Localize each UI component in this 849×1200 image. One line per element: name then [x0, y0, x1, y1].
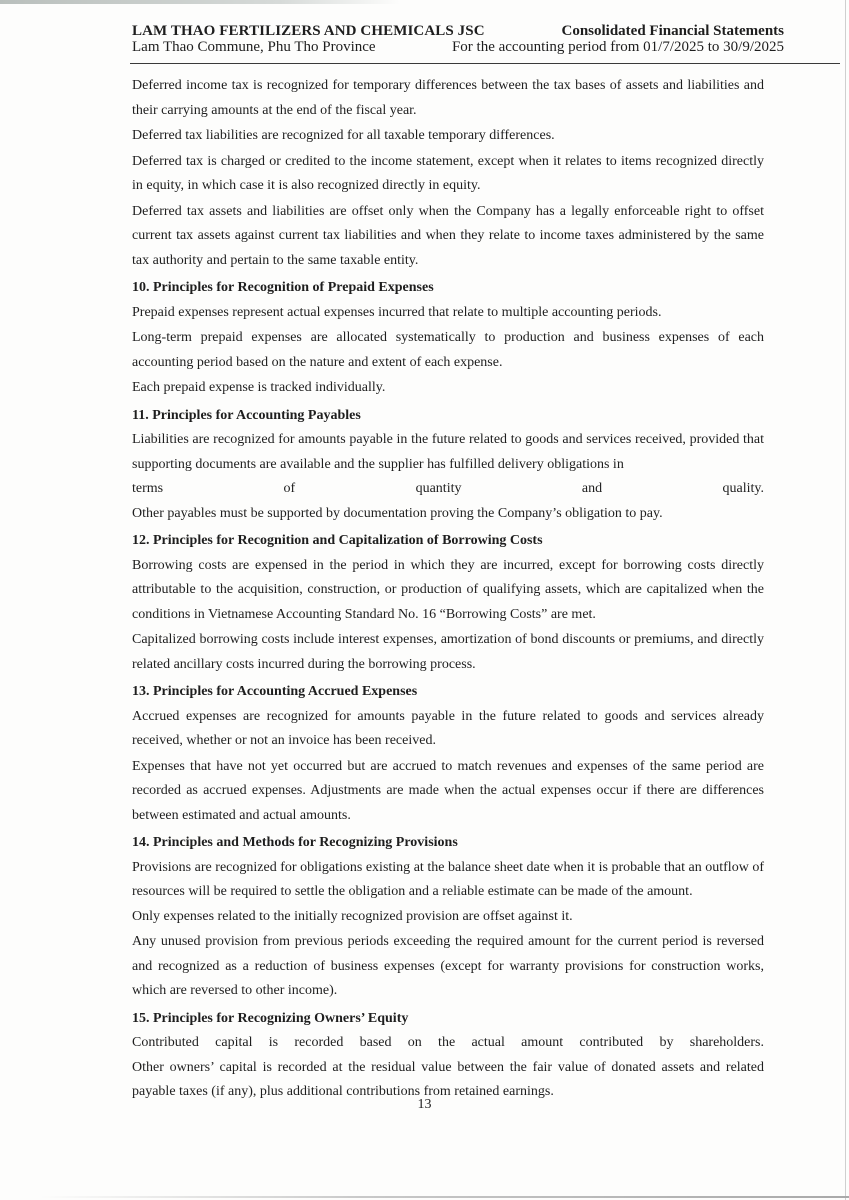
- company-name: LAM THAO FERTILIZERS AND CHEMICALS JSC: [132, 23, 485, 39]
- company-address: Lam Thao Commune, Phu Tho Province: [132, 39, 376, 55]
- section-heading-11: 11. Principles for Accounting Payables: [132, 407, 361, 423]
- header-row-1: [132, 23, 784, 40]
- section-heading-10: 10. Principles for Recognition of Prepaid Expenses: [132, 280, 434, 295]
- word: quantity: [415, 481, 462, 496]
- paragraph: Any unused provision from previous periods exceeding the required amount for the current period is reversed and recognized as a reduction of business expenses (except for warranty provisions for construction works, which are reversed to other income).: [132, 934, 764, 998]
- statement-title: Consolidated Financial Statements: [561, 23, 784, 39]
- justified-line: [132, 477, 764, 502]
- paragraph: Deferred tax assets and liabilities are offset only when the Company has a legally enforceable right to offset current tax assets against current tax liabilities and when they relate to income taxes administered by the same tax authority and pertain to the same taxable entity.: [132, 203, 764, 268]
- paragraph: Prepaid expenses represent actual expenses incurred that relate to multiple accounting periods.: [132, 304, 662, 320]
- scan-edge-line-right: [845, 0, 846, 1200]
- section-heading-15: 15. Principles for Recognizing Owners’ Equity: [132, 1010, 409, 1026]
- word: terms: [132, 481, 164, 496]
- header-divider: [130, 63, 840, 64]
- word: and: [581, 481, 603, 496]
- paragraph: Long-term prepaid expenses are allocated systematically to production and business expenses of each accounting period based on the nature and extent of each expense.: [132, 330, 764, 370]
- paragraph: Expenses that have not yet occurred but are accrued to match revenues and expenses of the same period are recorded as accrued expenses. Adjustments are made when the actual expenses occur if there are differences between estimated and actual amounts.: [132, 758, 764, 823]
- paragraph: Contributed capital is recorded based on the actual amount contributed by shareholders.: [132, 1035, 764, 1050]
- paragraph: Deferred income tax is recognized for temporary differences between the tax bases of assets and liabilities and their carrying amounts at the end of the fiscal year.: [132, 78, 764, 118]
- section-heading-14: 14. Principles and Methods for Recognizing Provisions: [132, 835, 458, 850]
- paragraph: Provisions are recognized for obligations existing at the balance sheet date when it is probable that an outflow of resources will be required to settle the obligation and a reliable estimate can be made of the amount.: [132, 859, 764, 899]
- page-number: 13: [417, 1097, 432, 1112]
- word: of: [283, 481, 296, 496]
- paragraph: Other owners’ capital is recorded at the residual value between the fair value of donated assets and related payable taxes (if any), plus additional contributions from retained earnings.: [132, 1059, 764, 1099]
- paragraph: Borrowing costs are expensed in the period in which they are incurred, except for borrowing costs directly attributable to the acquisition, construction, or production of qualifying assets, which are capitalized when the conditions in Vietnamese Accounting Standard No. 16 “Borrowing Costs” are met.: [132, 557, 764, 622]
- paragraph: Liabilities are recognized for amounts payable in the future related to goods and services received, provided that supporting documents are available and the supplier has fulfilled delivery obligations in: [132, 432, 764, 472]
- paragraph: Deferred tax liabilities are recognized for all taxable temporary differences.: [132, 128, 555, 143]
- document-body: [132, 74, 764, 1106]
- scan-edge-shadow-bottom: [40, 1196, 849, 1198]
- section-heading-12: 12. Principles for Recognition and Capitalization of Borrowing Costs: [132, 533, 543, 548]
- word: quality.: [722, 481, 764, 496]
- paragraph: Only expenses related to the initially recognized provision are offset against it.: [132, 908, 573, 924]
- header-row-2: [132, 39, 784, 56]
- paragraph: Capitalized borrowing costs include interest expenses, amortization of bond discounts or premiums, and directly related ancillary costs incurred during the borrowing process.: [132, 632, 764, 672]
- scan-edge-shadow-top: [0, 0, 400, 4]
- section-heading-13: 13. Principles for Accounting Accrued Expenses: [132, 684, 418, 699]
- paragraph: Other payables must be supported by documentation proving the Company’s obligation to pay.: [132, 505, 663, 521]
- paragraph: Each prepaid expense is tracked individually.: [132, 380, 386, 395]
- paragraph: Accrued expenses are recognized for amounts payable in the future related to goods and services already received, whether or not an invoice has been received.: [132, 708, 764, 748]
- paragraph: Deferred tax is charged or credited to the income statement, except when it relates to items recognized directly in equity, in which case it is also recognized directly in equity.: [132, 153, 764, 193]
- reporting-period: For the accounting period from 01/7/2025 to 30/9/2025: [451, 39, 784, 55]
- page-header: [132, 23, 784, 56]
